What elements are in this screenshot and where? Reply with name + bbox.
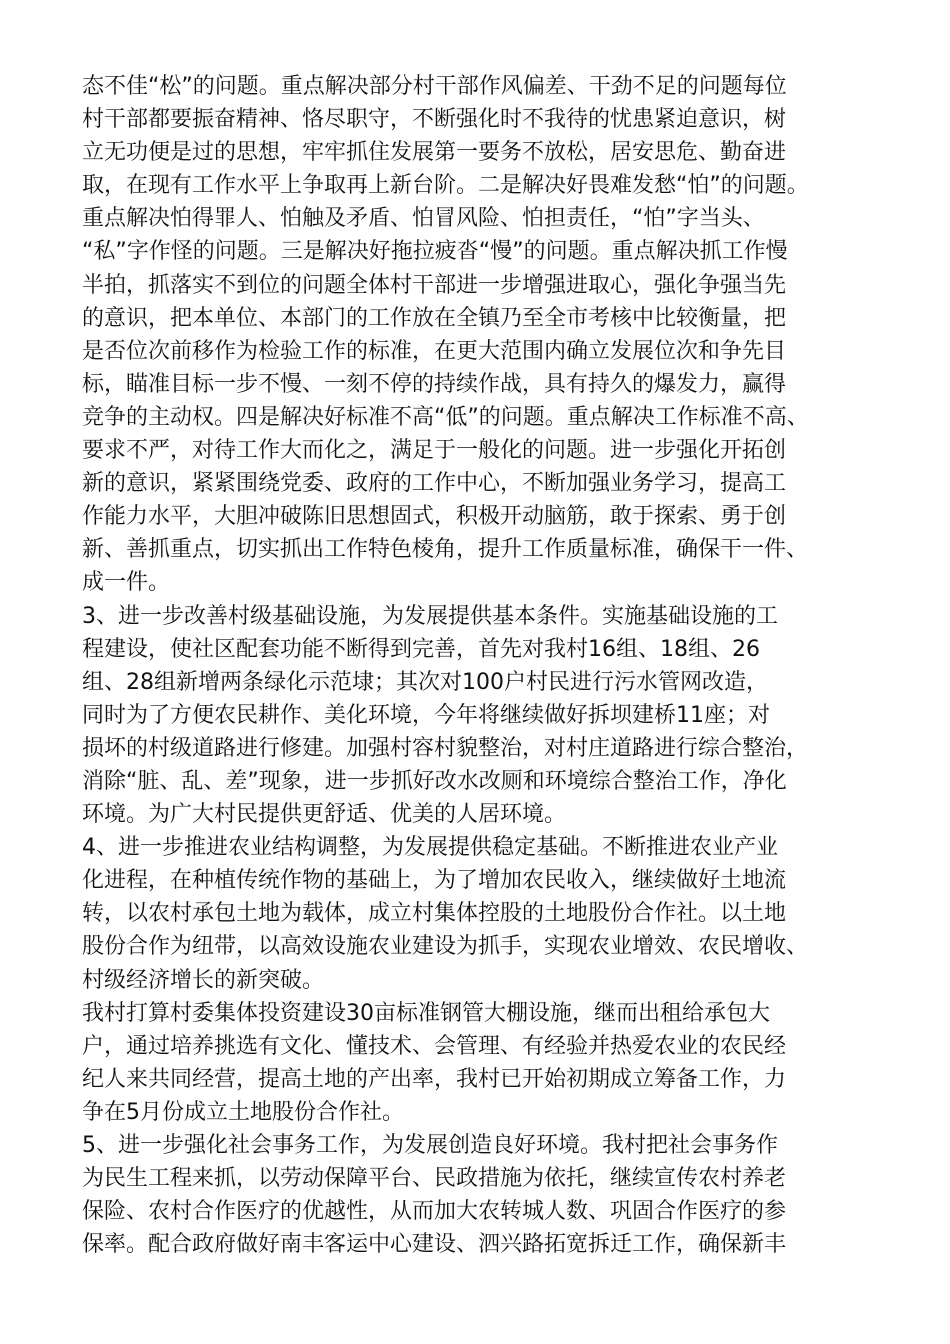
body-text xyxy=(82,70,894,1261)
section-heading-4: 4、进一步推进农业结构调整，为发展提供稳定基础。不断推进农业产业 xyxy=(82,835,778,861)
text-line: 保险、农村合作医疗的优越性，从而加大农转城人数、巩固合作医疗的参 xyxy=(82,1199,787,1225)
text-line: 标，瞄准目标一步不慢、一刻不停的持续作战，具有持久的爆发力，赢得 xyxy=(82,371,787,397)
text-line: 重点解决怕得罪人、怕触及矛盾、怕冒风险、怕担责任，“怕”字当头、 xyxy=(82,206,765,232)
text-line: 成一件。 xyxy=(82,570,171,596)
text-line: 村级经济增长的新突破。 xyxy=(82,967,325,993)
text-line: 作能力水平，大胆冲破陈旧思想固式，积极开动脑筋，敢于探索、勇于创 xyxy=(82,504,787,530)
text-line: 我村打算村委集体投资建设30亩标准钢管大棚设施，继而出租给承包大 xyxy=(82,1000,770,1026)
text-line: 村干部都要振奋精神、恪尽职守，不断强化时不我待的忧患紧迫意识，树 xyxy=(82,107,787,133)
text-line: 是否位次前移作为检验工作的标准，在更大范围内确立发展位次和争先目 xyxy=(82,338,787,364)
section-heading-3: 3、进一步改善村级基础设施，为发展提供基本条件。实施基础设施的工 xyxy=(82,603,778,629)
text-line: 取，在现有工作水平上争取再上新台阶。二是解决好畏难发愁“怕”的问题。 xyxy=(82,173,809,199)
text-line: 的意识，把本单位、本部门的工作放在全镇乃至全市考核中比较衡量，把 xyxy=(82,305,787,331)
text-line: 环境。为广大村民提供更舒适、优美的人居环境。 xyxy=(82,802,567,828)
text-line: 半拍，抓落实不到位的问题全体村干部进一步增强进取心，强化争强当先 xyxy=(82,272,787,298)
text-line: 消除“脏、乱、差”现象，进一步抓好改水改厕和环境综合整治工作，净化 xyxy=(82,768,787,794)
text-line: 为民生工程来抓，以劳动保障平台、民政措施为依托，继续宣传农村养老 xyxy=(82,1166,787,1192)
text-line: 新、善抓重点，切实抓出工作特色棱角，提升工作质量标准，确保干一件、 xyxy=(82,537,809,563)
text-line: 损坏的村级道路进行修建。加强村容村貌整治，对村庄道路进行综合整治， xyxy=(82,735,809,761)
text-line: 新的意识，紧紧围绕党委、政府的工作中心，不断加强业务学习，提高工 xyxy=(82,471,787,497)
text-line: “私”字作怪的问题。三是解决好拖拉疲沓“慢”的问题。重点解决抓工作慢 xyxy=(82,239,788,265)
text-line: 组、28组新增两条绿化示范埭；其次对100户村民进行污水管网改造， xyxy=(82,669,768,695)
text-line: 争在5月份成立土地股份合作社。 xyxy=(82,1099,404,1125)
text-line: 同时为了方便农民耕作、美化环境，今年将继续做好拆坝建桥11座；对 xyxy=(82,702,770,728)
text-line: 化进程，在种植传统作物的基础上，为了增加农民收入，继续做好土地流 xyxy=(82,868,787,894)
text-line: 竞争的主动权。四是解决好标准不高“低”的问题。重点解决工作标准不高、 xyxy=(82,404,809,430)
text-line: 要求不严，对待工作大而化之，满足于一般化的问题。进一步强化开拓创 xyxy=(82,438,787,464)
text-line: 程建设，使社区配套功能不断得到完善，首先对我村16组、18组、26 xyxy=(82,636,760,662)
text-line: 户，通过培养挑选有文化、懂技术、会管理、有经验并热爱农业的农民经 xyxy=(82,1033,787,1059)
text-line: 纪人来共同经营，提高土地的产出率，我村已开始初期成立筹备工作，力 xyxy=(82,1066,787,1092)
text-line: 股份合作为纽带，以高效设施农业建设为抓手，实现农业增效、农民增收、 xyxy=(82,934,809,960)
text-line: 立无功便是过的思想，牢牢抓住发展第一要务不放松，居安思危、勤奋进 xyxy=(82,140,787,166)
text-line: 保率。配合政府做好南丰客运中心建设、泗兴路拓宽拆迁工作，确保新丰 xyxy=(82,1232,787,1258)
text-line: 态不佳“松”的问题。重点解决部分村干部作风偏差、干劲不足的问题每位 xyxy=(82,74,787,99)
text-line: 转，以农村承包土地为载体，成立村集体控股的土地股份合作社。以土地 xyxy=(82,901,787,927)
section-heading-5: 5、进一步强化社会事务工作，为发展创造良好环境。我村把社会事务作 xyxy=(82,1133,778,1158)
